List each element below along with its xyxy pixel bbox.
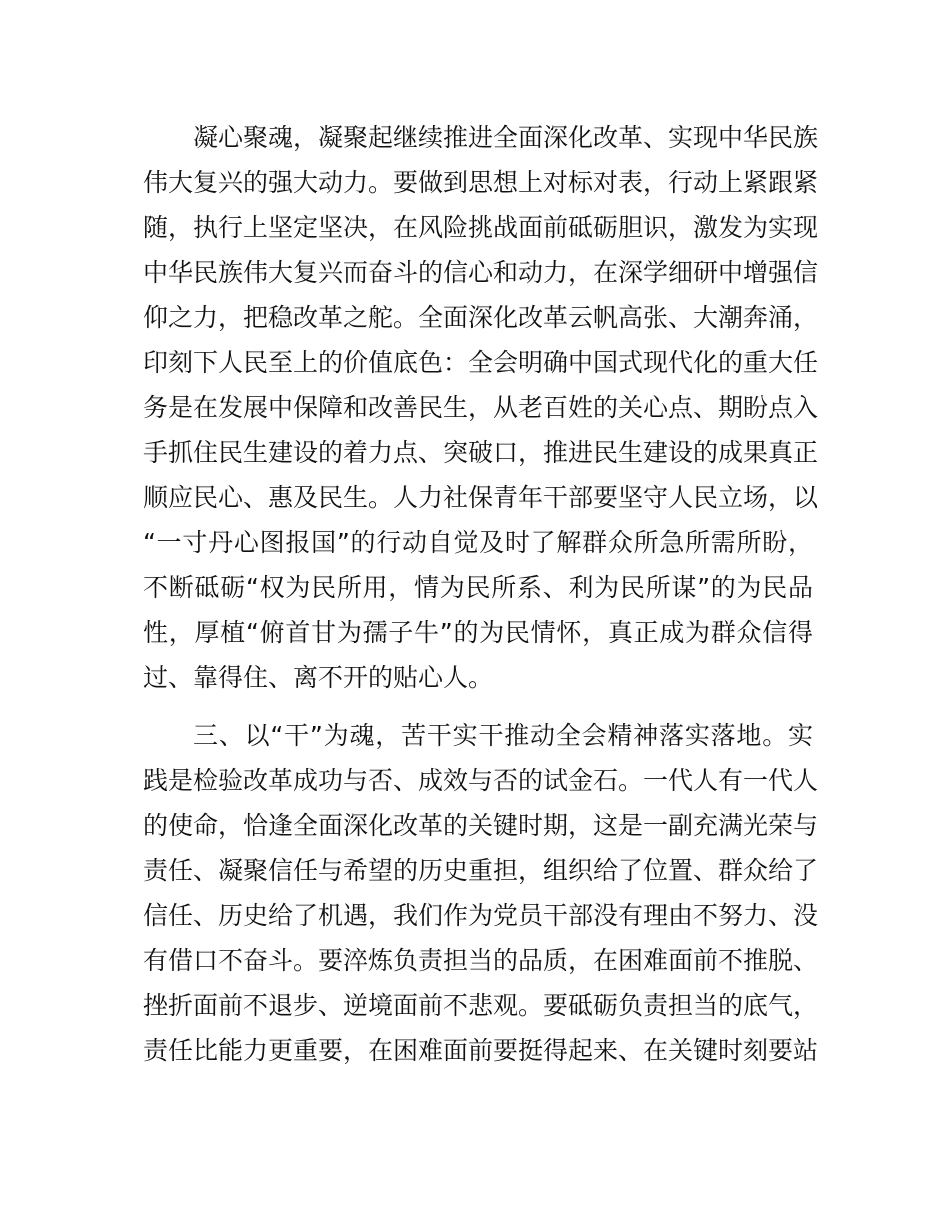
- text-line: 不断砥砺“权为民所用，情为民所系、利为民所谋”的为民品: [143, 573, 813, 602]
- text-line: 责任、凝聚信任与希望的历史重担，组织给了位置、群众给了: [143, 856, 819, 885]
- paragraph-2: [143, 713, 819, 1073]
- text-line: 挫折面前不退步、逆境面前不悲观。要砥砺负责担当的底气，: [143, 991, 819, 1020]
- text-line: 三、以“干”为魂，苦干实干推动全会精神落实落地。实: [193, 721, 813, 750]
- text-line: 践是检验改革成功与否、成效与否的试金石。一代人有一代人: [143, 766, 819, 795]
- document-body: [143, 115, 819, 1073]
- text-line: 凝心聚魂，凝聚起继续推进全面深化改革、实现中华民族: [193, 123, 819, 152]
- text-line: 责任比能力更重要，在困难面前要挺得起来、在关键时刻要站: [143, 1036, 819, 1065]
- text-line: 性，厚植“俯首甘为孺子牛”的为民情怀，真正成为群众信得: [143, 618, 813, 647]
- text-line: 信任、历史给了机遇，我们作为党员干部没有理由不努力、没: [143, 901, 819, 930]
- text-line: 务是在发展中保障和改善民生，从老百姓的关心点、期盼点入: [143, 393, 819, 422]
- paragraph-1: [143, 115, 819, 700]
- text-line: 伟大复兴的强大动力。要做到思想上对标对表，行动上紧跟紧: [143, 168, 819, 197]
- text-line: 过、靠得住、离不开的贴心人。: [143, 663, 494, 692]
- text-line: 的使命，恰逢全面深化改革的关键时期，这是一副充满光荣与: [143, 811, 819, 840]
- text-line: “一寸丹心图报国”的行动自觉及时了解群众所急所需所盼，: [143, 528, 813, 557]
- text-line: 随，执行上坚定坚决，在风险挑战面前砥砺胆识，激发为实现: [143, 213, 819, 242]
- text-line: 有借口不奋斗。要淬炼负责担当的品质，在困难面前不推脱、: [143, 946, 819, 975]
- text-line: 中华民族伟大复兴而奋斗的信心和动力，在深学细研中增强信: [143, 258, 819, 287]
- text-line: 仰之力，把稳改革之舵。全面深化改革云帆高张、大潮奔涌，: [143, 303, 819, 332]
- text-line: 印刻下人民至上的价值底色：全会明确中国式现代化的重大任: [143, 348, 819, 377]
- text-line: 手抓住民生建设的着力点、突破口，推进民生建设的成果真正: [143, 438, 819, 467]
- text-line: 顺应民心、惠及民生。人力社保青年干部要坚守人民立场，以: [143, 483, 819, 512]
